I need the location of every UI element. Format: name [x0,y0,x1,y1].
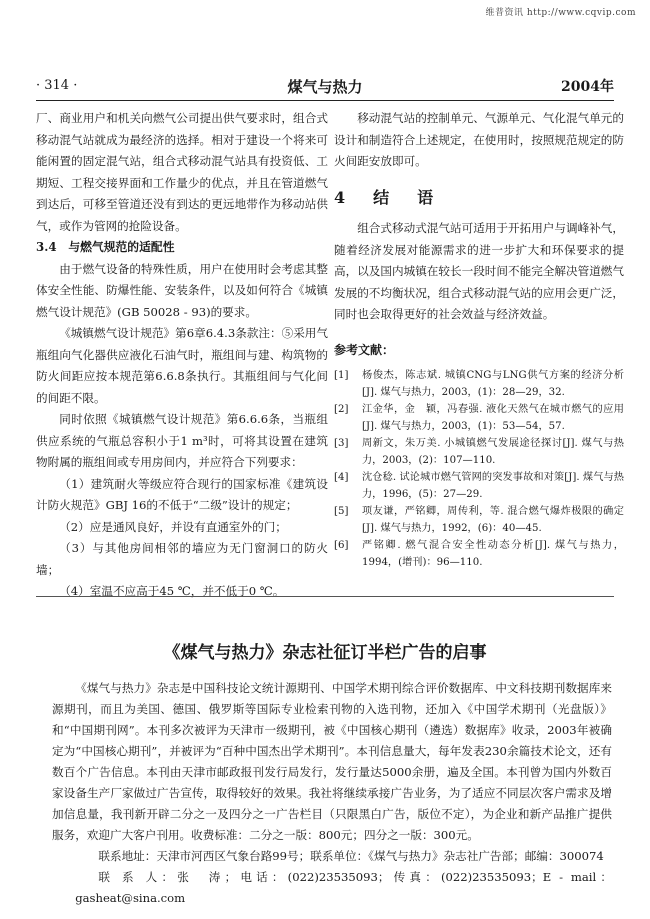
running-header [36,76,614,98]
right-column [334,108,624,571]
section-heading: 3.4 与燃气规范的适配性 [36,240,175,254]
reference-item: [4] 沈仓稔. 试论城市燃气管网的突发事故和对策[J]. 煤气与热力，1996，(5)：27—29. [334,472,624,500]
ad-notice [52,678,612,909]
references-heading: 参考文献： [334,342,395,357]
journal-name: 煤气与热力 [287,78,363,96]
section-divider [36,596,614,597]
left-column [36,108,328,603]
issue-year: 2004年 [561,79,614,95]
contact-person: 联 系 人：张 涛；电话：(022)23535093；传真：(022)23535093；E - mail：gasheat@sina.com [75,870,612,905]
list-item: （3）与其他房间相邻的墙应为无门窗洞口的防火墙； [36,541,328,577]
list-item: （4）室温不应高于45 ℃，并不低于0 ℃。 [59,584,285,598]
paragraph: 厂、商业用户和机关向燃气公司提出供气要求时，组合式移动混气站就成为最经济的选择。相对于建设一个将来可能闲置的固定混气站，组合式移动混气站具有投资低、工期短、工程交接界面和工作量少的优点，并且在管道燃气到达后，可移至管道还没有到达的更远地带作为移动站供气，或作为管网的抢险设备。 [36,111,328,233]
reference-item: [3] 周新文，朱万美. 小城镇燃气发展途径探讨[J]. 煤气与热力，2003，(2)：107—110. [334,438,624,466]
reference-item: [1] 杨俊杰，陈志斌. 城镇CNG与LNG供气方案的经济分析[J]. 煤气与热力，2003，(1)：28—29，32. [334,370,624,398]
ad-title: 《煤气与热力》杂志社征订半栏广告的启事 [163,643,487,663]
page-number: · 314 · [36,78,78,93]
reference-item: [6] 严铭卿. 燃气混合安全性动态分析[J]. 煤气与热力，1994，(增刊)：96—110. [334,540,624,568]
paragraph: 移动混气站的控制单元、气源单元、气化混气单元的设计和制造符合上述规定，在使用时，按照规范规定的防火间距安放即可。 [334,111,624,168]
list-item: （2）应是通风良好，并设有直通室外的门； [59,519,287,534]
contact-address: 联系地址：天津市河西区气象台路99号；联系单位：《煤气与热力》杂志社广告部；邮编：300074 [98,849,604,863]
conclusion-heading: 4 结 语 [334,187,440,207]
paragraph: 组合式移动式混气站可适用于开拓用户与调峰补气，随着经济发展对能源需求的进一步扩大和环保要求的提高，以及国内城镇在较长一段时间不能完全解决管道燃气发展的不均衡状况，组合式移动混气站的应用会更广泛，同时也会取得更好的社会效益与经济效益。 [334,221,624,321]
watermark: 维普资讯 http://www.cqvip.com [485,8,636,18]
paragraph: 同时依照《城镇燃气设计规范》第6.6.6条，当瓶组供应系统的气瓶总容积小于1 m³时，可将其设置在建筑物附属的瓶组间或专用房间内，并应符合下列要求： [36,412,328,469]
paragraph: 《城镇燃气设计规范》第6章6.4.3条款注：⑤采用气瓶组向气化器供应液化石油气时，瓶组间与建、构筑物的防火间距应按本规范第6.6.8条执行。其瓶组间与气化间的间距不限。 [36,326,328,405]
header-rule [36,100,614,101]
list-item: （1）建筑耐火等级应符合现行的国家标准《建筑设计防火规范》GBJ 16的不低于“二级”设计的规定； [36,476,328,512]
reference-item: [2] 江金华，金 颖，冯春强. 液化天然气在城市燃气的应用[J]. 煤气与热力，2003，(1)：53—54，57. [334,404,624,432]
reference-list [334,367,624,571]
paragraph: 由于燃气设备的特殊性质，用户在使用时会考虑其整体安全性能、防爆性能、安装条件，以及如何符合《城镇燃气设计规范》(GB 50028 - 93)的要求。 [36,261,328,319]
reference-item: [5] 项友谦，严铭卿，周传利，等. 混合燃气爆炸极限的确定[J]. 煤气与热力，1992，(6)：40—45. [334,506,624,534]
ad-paragraph: 《煤气与热力》杂志是中国科技论文统计源期刊、中国学术期刊综合评价数据库、中文科技期刊数据库来源期刊，而且为美国、德国、俄罗斯等国际专业检索刊物的入选刊物，还加入《中国学术期刊（光盘版）》和“中国期刊网”。本刊多次被评为天津市一级期刊，被《中国核心期刊（遴选）数据库》收录，2003年被确定为“中国核心期刊”，并被评为“百种中国杰出学术期刊”。本刊信息量大，每年发表230余篇技术论文，还有数百个广告信息。本刊由天津市邮政报刊发行局发行，发行量达5000余册，遍及全国。本刊曾为国内外数百家设备生产厂家做过广告宣传，取得较好的效果。我社将继续承接广告业务，为了适应不同层次客户需求及增加信息量，我刊新开辟二分之一及四分之一广告栏目（只限黑白广告，版位不定），为企业和新产品推广提供服务，欢迎广大客户刊用。收费标准：二分之一版：800元；四分之一版：300元。 [52,681,612,842]
